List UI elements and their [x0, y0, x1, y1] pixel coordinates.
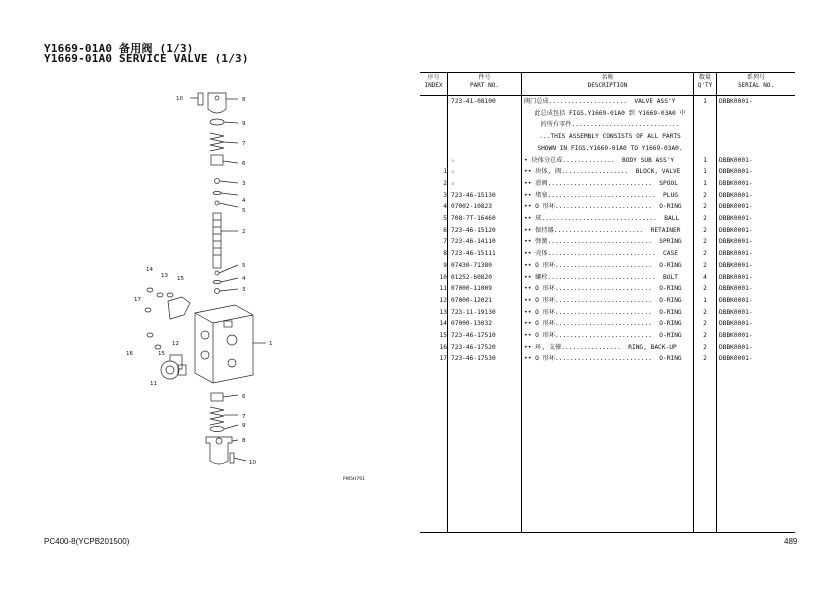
table-row	[420, 201, 795, 213]
table-row	[420, 166, 795, 178]
serial-no-cell: DBBK0001-	[719, 238, 753, 246]
description-cell: 此总成包括 FIGS.Y1669-01A0 到 Y1669-03A0 中	[534, 109, 686, 117]
description-cell: •• 弹簧............................ SPRING	[524, 238, 682, 246]
serial-no-cell: DBBK0001-	[719, 273, 753, 281]
header-part-no: 件号 PART NO.	[470, 74, 499, 89]
description-cell: SHOWN IN FIGS.Y1669-01A0 TO Y1669-03A0.	[537, 144, 683, 152]
part-no-cell: 07430-71380	[451, 261, 492, 269]
qty-cell: 2	[703, 191, 707, 199]
part-no-cell: ☆	[451, 179, 455, 187]
callout: 7	[242, 141, 246, 147]
description-cell: •• O 形环.......................... O-RING	[524, 203, 682, 211]
table-row	[420, 295, 795, 307]
model-label: PC400-8(YCPB201500)	[44, 537, 130, 546]
serial-no-cell: DBBK0001-	[719, 261, 753, 269]
part-no-cell: 07002-10823	[451, 203, 492, 211]
index-cell: 12	[439, 296, 447, 304]
callout: 4	[242, 276, 246, 282]
callout: 8	[242, 97, 246, 103]
qty-cell: 2	[703, 332, 707, 339]
table-row	[420, 260, 795, 272]
callout: 17	[134, 297, 141, 303]
index-cell: 17	[439, 355, 447, 363]
header-qty: 数量 Q'TY	[697, 74, 713, 89]
serial-no-cell: DBBK0001-	[719, 215, 753, 222]
index-cell: 1	[443, 168, 447, 176]
description-cell: ...THIS ASSEMBLY CONSISTS OF ALL PARTS	[539, 133, 681, 141]
serial-no-cell: DBBK0001-	[719, 343, 753, 351]
serial-no-cell: DBBK0001-	[719, 308, 753, 316]
table-row	[420, 143, 795, 155]
description-cell: •• O 形环.......................... O-RING	[524, 332, 682, 339]
description-cell: 的所有零件.............................	[540, 121, 680, 129]
description-cell: •• O 形环.......................... O-RING	[524, 355, 682, 363]
table-row	[420, 330, 795, 342]
callout: 7	[242, 414, 246, 420]
callout: 6	[242, 394, 246, 400]
table-row	[420, 236, 795, 248]
table-row	[420, 131, 795, 143]
table-row	[420, 272, 795, 284]
table-row	[420, 96, 795, 108]
description-cell: •• 块体, 阀.................. BLOCK, VALVE	[524, 168, 681, 176]
callout: 16	[126, 351, 133, 357]
description-cell: •• O 形环.......................... O-RING	[524, 285, 682, 293]
index-cell: 8	[443, 250, 447, 258]
index-cell: 3	[443, 191, 447, 199]
description-cell: •• 保持器........................ RETAINER	[524, 226, 681, 234]
index-cell: 16	[439, 343, 447, 351]
qty-cell: 1	[703, 98, 707, 105]
table-row	[420, 213, 795, 225]
qty-cell: 2	[703, 238, 707, 246]
index-cell: 6	[443, 226, 447, 234]
description-cell: •• 堵塞............................. PLUG	[524, 191, 678, 199]
description-cell: •• 壳体............................. CASE	[524, 250, 678, 258]
description-cell: •• 螺栓............................. BOLT	[524, 273, 678, 281]
part-no-cell: 723-46-17510	[451, 332, 496, 339]
table-row	[420, 155, 795, 167]
callout: 5	[242, 208, 246, 214]
qty-cell: 4	[703, 273, 707, 281]
index-cell: 15	[439, 332, 447, 339]
qty-cell: 2	[703, 250, 707, 258]
part-no-cell: 07000-12021	[451, 296, 492, 304]
part-no-cell: 01252-60820	[451, 273, 492, 281]
table-row	[420, 178, 795, 190]
index-cell: 9	[443, 261, 447, 269]
qty-cell: 1	[703, 296, 707, 304]
page-title-chinese: Y1669-01A0 备用阀 (1/3)	[44, 42, 194, 55]
part-no-cell: 708-7T-16460	[451, 215, 496, 222]
index-cell: 5	[443, 215, 447, 222]
table-row	[420, 248, 795, 260]
part-no-cell: 723-46-15111	[451, 250, 496, 258]
description-cell: •• O 形环.......................... O-RING	[524, 296, 682, 304]
description-cell: •• O 形环.......................... O-RING	[524, 320, 682, 328]
qty-cell: 2	[703, 355, 707, 363]
description-cell: •• O 形环.......................... O-RING	[524, 261, 682, 269]
drawing-number: PW5H791	[343, 477, 365, 482]
serial-no-cell: DBBK0001-	[719, 226, 753, 234]
callout: 9	[242, 423, 246, 429]
description-cell: •• 球............................... BALL	[524, 215, 680, 222]
part-no-cell: 723-46-17520	[451, 343, 496, 351]
page-title-english: Y1669-01A0 SERVICE VALVE (1/3)	[44, 52, 249, 65]
qty-cell: 2	[703, 343, 707, 351]
qty-cell: 2	[703, 261, 707, 269]
table-row	[420, 307, 795, 319]
callout: 3	[242, 287, 246, 293]
callout: 8	[242, 438, 246, 444]
header-description: 名称 DESCRIPTION	[587, 74, 628, 89]
callout: 11	[150, 381, 157, 387]
table-row	[420, 108, 795, 120]
index-cell: 13	[439, 308, 447, 316]
part-no-cell: 723-46-14110	[451, 238, 496, 246]
qty-cell: 2	[703, 285, 707, 293]
callout: 15	[158, 351, 165, 357]
part-no-cell: 723-46-17530	[451, 355, 496, 363]
index-cell: 11	[439, 285, 447, 293]
description-cell: •• O 形环.......................... O-RING	[524, 308, 682, 316]
table-row	[420, 119, 795, 131]
header-serial-no: 系列号 SERIAL NO.	[737, 74, 775, 89]
callout: 1	[269, 341, 273, 347]
index-cell: 14	[439, 320, 447, 328]
description-cell: •• 环, 支撑................ RING, BACK-UP	[524, 343, 677, 351]
serial-no-cell: DBBK0001-	[719, 285, 753, 293]
callout: 3	[242, 181, 246, 187]
table-row	[420, 318, 795, 330]
page-number: 489	[784, 537, 798, 546]
part-no-cell: 723-46-15130	[451, 191, 496, 199]
serial-no-cell: DBBK0001-	[719, 320, 753, 328]
parts-table	[420, 72, 795, 533]
qty-cell: 2	[703, 308, 707, 316]
table-row	[420, 353, 795, 365]
callout: 14	[146, 267, 153, 273]
callout: 10	[176, 96, 183, 102]
description-cell: 阀门总成..................... VALVE ASS'Y	[524, 98, 676, 105]
callout: 12	[172, 341, 179, 347]
callout: 10	[249, 460, 256, 466]
table-row	[420, 342, 795, 354]
table-row	[420, 283, 795, 295]
callout: 4	[242, 198, 246, 204]
serial-no-cell: DBBK0001-	[719, 179, 753, 187]
serial-no-cell: DBBK0001-	[719, 296, 753, 304]
part-no-cell: 723-46-15120	[451, 226, 496, 234]
qty-cell: 1	[703, 179, 707, 187]
serial-no-cell: DBBK0001-	[719, 156, 753, 164]
callout: 9	[242, 121, 246, 127]
qty-cell: 2	[703, 320, 707, 328]
part-no-cell: 723-11-19130	[451, 308, 496, 316]
part-no-cell: ☆	[451, 156, 455, 164]
serial-no-cell: DBBK0001-	[719, 191, 753, 199]
serial-no-cell: DBBK0001-	[719, 250, 753, 258]
callout: 2	[242, 229, 246, 235]
qty-cell: 1	[703, 168, 707, 176]
serial-no-cell: DBBK0001-	[719, 168, 753, 176]
header-index: 序号 INDEX	[424, 74, 443, 89]
qty-cell: 2	[703, 203, 707, 211]
description-cell: •• 滑阀............................ SPOOL	[524, 179, 678, 187]
callout: 6	[242, 161, 246, 167]
serial-no-cell: DBBK0001-	[719, 203, 753, 211]
part-no-cell: 723-41-08100	[451, 98, 496, 105]
index-cell: 2	[443, 179, 447, 187]
qty-cell: 1	[703, 156, 707, 164]
part-no-cell: 07000-13032	[451, 320, 492, 328]
callout: 5	[242, 263, 246, 269]
table-row	[420, 225, 795, 237]
serial-no-cell: DBBK0001-	[719, 355, 753, 363]
description-cell: • 块体分总成.............. BODY SUB ASS'Y	[524, 156, 675, 164]
callout: 13	[161, 273, 168, 279]
index-cell: 10	[439, 273, 447, 281]
index-cell: 4	[443, 203, 447, 211]
table-row	[420, 190, 795, 202]
part-no-cell: ☆	[451, 168, 455, 176]
serial-no-cell: DBBK0001-	[719, 98, 753, 105]
qty-cell: 2	[703, 215, 707, 222]
serial-no-cell: DBBK0001-	[719, 332, 753, 339]
qty-cell: 2	[703, 226, 707, 234]
callout: 15	[177, 276, 184, 282]
part-no-cell: 07000-11009	[451, 285, 492, 293]
exploded-view-diagram	[120, 85, 390, 480]
index-cell: 7	[443, 238, 447, 246]
